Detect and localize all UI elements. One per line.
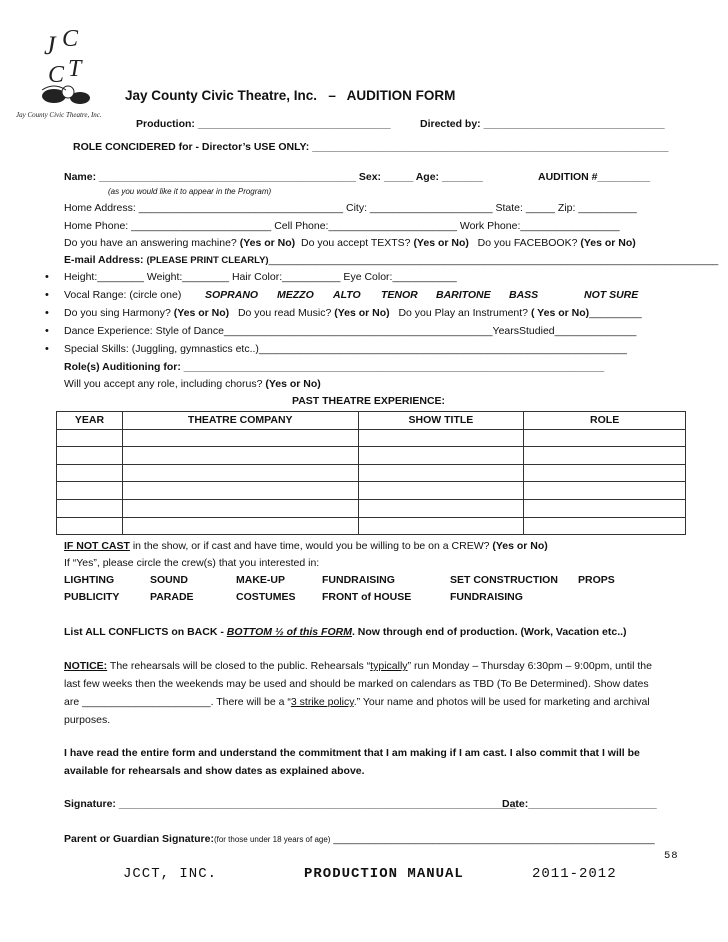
notice-line-1: [64, 660, 652, 672]
instrument-line[interactable]: _________: [589, 307, 642, 319]
form-title: [125, 88, 455, 103]
table-cell[interactable]: [57, 499, 123, 517]
machine-answer[interactable]: (Yes or No): [239, 237, 296, 249]
address-field[interactable]: Home Address: ___________________________________ City: _____________________ State: _____ Zip: __________: [64, 202, 637, 214]
crew-set-construction[interactable]: SET CONSTRUCTION: [450, 574, 558, 586]
table-cell[interactable]: [122, 499, 358, 517]
crew-publicity[interactable]: PUBLICITY: [64, 591, 120, 603]
commitment-line-1: I have read the entire form and understand the commitment that I am making if I am cast. I also commit that I will be: [64, 747, 640, 759]
guardian-line[interactable]: _______________________________________________________: [330, 833, 655, 845]
table-cell[interactable]: [524, 429, 686, 447]
guardian-signature-field[interactable]: [64, 833, 655, 845]
col-theatre-company: THEATRE COMPANY: [122, 412, 358, 430]
directed-by-field[interactable]: Directed by: _______________________________: [420, 118, 665, 130]
notice-typically: typically: [370, 660, 408, 672]
name-hint: (as you would like it to appear in the Program): [108, 187, 272, 196]
table-row: [57, 447, 686, 465]
vocal-baritone[interactable]: BARITONE: [436, 289, 491, 301]
table-cell[interactable]: [122, 482, 358, 500]
notice-l3a: are ______________________. There will be a “: [64, 696, 291, 708]
col-role: ROLE: [524, 412, 686, 430]
production-field[interactable]: Production: _________________________________: [136, 118, 391, 130]
table-cell[interactable]: [57, 429, 123, 447]
crew-lighting[interactable]: LIGHTING: [64, 574, 115, 586]
guardian-label: Parent or Guardian Signature:: [64, 833, 214, 845]
facebook-question: Do you FACEBOOK?: [477, 237, 578, 249]
texts-answer[interactable]: (Yes or No): [413, 237, 469, 249]
notice-l1a: The rehearsals will be closed to the public. Rehearsals “: [107, 660, 371, 672]
harmony-answer[interactable]: (Yes or No): [173, 307, 230, 319]
texts-question: Do you accept TEXTS?: [300, 237, 411, 249]
col-year: YEAR: [57, 412, 123, 430]
date-field[interactable]: Date:______________________: [502, 798, 657, 810]
guardian-hint: (for those under 18 years of age): [213, 835, 331, 844]
table-cell[interactable]: [524, 447, 686, 465]
vocal-label: Vocal Range: (circle one): [64, 289, 182, 301]
notice-line-2: last few weeks then the weekends may be used and should be marked on calendars as TBD (To Be Determined). Show dates: [64, 678, 649, 690]
jcct-logo: [14, 24, 114, 124]
notice-strike: 3 strike policy: [290, 696, 354, 708]
bullet: •: [45, 343, 49, 355]
crew-answer[interactable]: (Yes or No): [492, 540, 548, 552]
music-answer[interactable]: (Yes or No): [334, 307, 390, 319]
table-cell[interactable]: [122, 517, 358, 535]
accept-answer[interactable]: (Yes or No): [265, 378, 321, 390]
logo-caption: Jay County Civic Theatre, Inc.: [16, 111, 102, 119]
dance-field[interactable]: Dance Experience: Style of Dance______________________________________________YearsStudied______________: [64, 325, 637, 337]
crew-question-text: in the show, or if cast and have time, would you be willing to be on a CREW?: [129, 540, 490, 552]
vocal-alto[interactable]: ALTO: [333, 289, 361, 301]
svg-text:T: T: [68, 56, 82, 82]
bullet: •: [45, 307, 49, 319]
svg-text:C: C: [48, 62, 65, 88]
harmony-question: Do you sing Harmony?: [64, 307, 171, 319]
accept-role: [64, 378, 321, 390]
form-name: AUDITION FORM: [346, 88, 456, 103]
name-field[interactable]: Name: ____________________________________________ Sex: _____ Age: _______: [64, 171, 483, 183]
notice-l3b: .” Your name and photos will be used for marketing and archival: [353, 696, 650, 708]
svg-text:J: J: [44, 31, 56, 60]
crew-fundraising[interactable]: FUNDRAISING: [322, 574, 395, 586]
role-considered-field[interactable]: ROLE CONCIDERED for - Director’s USE ONLY: _____________________________________________________________: [73, 141, 669, 153]
email-label: E-mail Address:: [64, 254, 144, 266]
experience-title: PAST THEATRE EXPERIENCE:: [292, 395, 446, 407]
footer-right: 2011-2012: [532, 866, 617, 882]
table-cell[interactable]: [524, 517, 686, 535]
title-dash: –: [328, 88, 336, 103]
music-questions: [64, 307, 642, 319]
table-cell[interactable]: [358, 499, 524, 517]
table-cell[interactable]: [358, 429, 524, 447]
roles-field[interactable]: Role(s) Auditioning for: ________________________________________________________________________: [64, 361, 605, 373]
table-cell[interactable]: [122, 447, 358, 465]
bullet: •: [45, 271, 49, 283]
table-header-row: [57, 412, 686, 430]
crew-makeup[interactable]: MAKE-UP: [236, 574, 285, 586]
if-not-cast: IF NOT CAST: [64, 540, 130, 552]
table-cell[interactable]: [358, 464, 524, 482]
table-row: [57, 464, 686, 482]
table-cell[interactable]: [358, 517, 524, 535]
contact-questions: [64, 237, 636, 249]
table-row: [57, 499, 686, 517]
facebook-answer[interactable]: (Yes or No): [580, 237, 636, 249]
crew-fundraising-2[interactable]: FUNDRAISING: [450, 591, 523, 603]
table-cell[interactable]: [57, 447, 123, 465]
table-cell[interactable]: [57, 464, 123, 482]
table-cell[interactable]: [57, 517, 123, 535]
machine-question: Do you have an answering machine?: [64, 237, 237, 249]
commitment-line-2: available for rehearsals and show dates as explained above.: [64, 765, 365, 777]
vocal-mezzo[interactable]: MEZZO: [277, 289, 314, 301]
experience-table: [56, 411, 686, 535]
table-row: [57, 429, 686, 447]
col-show-title: SHOW TITLE: [358, 412, 524, 430]
bullet: •: [45, 325, 49, 337]
table-cell[interactable]: [524, 482, 686, 500]
instrument-question: Do you Play an Instrument?: [398, 307, 529, 319]
crew-sound[interactable]: SOUND: [150, 574, 188, 586]
email-field[interactable]: [64, 254, 718, 266]
page-number: 58: [664, 850, 679, 862]
table-cell[interactable]: [524, 499, 686, 517]
footer-left: JCCT, INC.: [123, 866, 218, 882]
crew-front-of-house[interactable]: FRONT of HOUSE: [322, 591, 412, 603]
footer-center: PRODUCTION MANUAL: [304, 866, 464, 882]
table-row: [57, 482, 686, 500]
table-cell[interactable]: [524, 464, 686, 482]
conflicts-part3: . Now through end of production. (Work, Vacation etc..): [351, 626, 627, 638]
table-cell[interactable]: [57, 482, 123, 500]
email-line[interactable]: _____________________________________________________________________________: [268, 254, 719, 266]
org-name: Jay County Civic Theatre, Inc.: [125, 88, 318, 103]
crew-parade[interactable]: PARADE: [150, 591, 194, 603]
table-cell[interactable]: [358, 447, 524, 465]
signature-field[interactable]: Signature: ____________________________________________________________________: [64, 798, 516, 810]
notice-line-4: purposes.: [64, 714, 111, 726]
conflicts-line: [64, 626, 627, 638]
table-cell[interactable]: [122, 464, 358, 482]
svg-text:C: C: [62, 26, 79, 52]
instrument-answer[interactable]: ( Yes or No): [530, 307, 590, 319]
crew-costumes[interactable]: COSTUMES: [236, 591, 296, 603]
vocal-range: [64, 289, 181, 301]
table-row: [57, 517, 686, 535]
audition-number-field[interactable]: AUDITION #_________: [538, 171, 651, 183]
notice-label: NOTICE:: [64, 660, 108, 672]
physical-fields[interactable]: Height:________ Weight:________ Hair Color:__________ Eye Color:___________: [64, 271, 457, 283]
vocal-not-sure[interactable]: NOT SURE: [584, 289, 639, 301]
music-question: Do you read Music?: [237, 307, 332, 319]
conflicts-part1: List ALL CONFLICTS on BACK -: [64, 626, 227, 638]
vocal-soprano[interactable]: SOPRANO: [205, 289, 259, 301]
vocal-bass[interactable]: BASS: [509, 289, 539, 301]
crew-question: [64, 540, 548, 552]
phone-fields[interactable]: Home Phone: ________________________ Cell Phone:______________________ Work Phone:_________________: [64, 220, 620, 232]
bullet: •: [45, 289, 49, 301]
notice-l1b: ” run Monday – Thursday 6:30pm – 9:00pm, until the: [407, 660, 652, 672]
email-hint: (PLEASE PRINT CLEARLY): [146, 255, 269, 266]
crew-instruction: If “Yes”, please circle the crew(s) that you interested in:: [64, 557, 320, 569]
accept-question: Will you accept any role, including chorus?: [64, 378, 263, 390]
conflicts-part2: BOTTOM ½ of this FORM: [226, 626, 352, 638]
table-cell[interactable]: [358, 482, 524, 500]
table-cell[interactable]: [122, 429, 358, 447]
crew-props[interactable]: PROPS: [578, 574, 615, 586]
notice-line-3: [64, 696, 650, 708]
skills-field[interactable]: Special Skills: (Juggling, gymnastics etc..)_______________________________________________________________: [64, 343, 627, 355]
vocal-tenor[interactable]: TENOR: [381, 289, 418, 301]
